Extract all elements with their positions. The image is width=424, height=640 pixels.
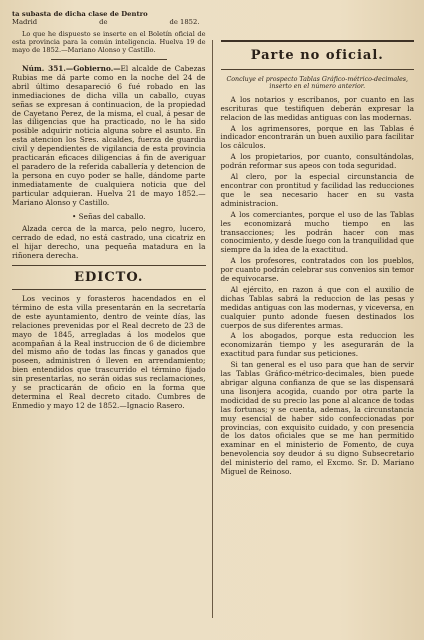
prospecto-paragraph: A los comerciantes, porque el uso de las Tablas les economizará mucho tiempo en las transacciones; les podrán hacer con mas conocimiento, y desde luego con la tranquilidad que siempre da la idea de la exactitud. xyxy=(220,209,414,255)
edicto-paragraph: Los vecinos y forasteros hacendados en el término de esta villa presentarán en la secretaría de este ayuntamiento, dentro de veinte días, las relaciones prevenidas por el Real decreto de 23 de mayo de 1845, arregladas á los modelos que acompañan á la Real instruccion de 6 de diciembre del mismo año de todas las fincas y ganados que poseen, administren ó lleven en arrendamiento; bien entendidos que trascurrido el término fijado sin presentarlas, no serán oidas sus reclamaciones, y se practicarán de oficio en la forma que determina el Real decreto citado. Cumbres de Enmedio y mayo 12 de 1852.—Ignacio Rasero. xyxy=(12,294,206,410)
prospecto-paragraph: A los profesores, contratados con los pueblos, por cuanto podrán celebrar sus convenios sin temor de equivocarse. xyxy=(220,256,414,284)
senas-paragraph: Alzada cerca de la marca, pelo negro, lucero, cerrado de edad, no está castrado, una cicatriz en el hijar derecho, una pequeña matadura en la riñonera derecha. xyxy=(12,224,206,261)
divider xyxy=(51,59,167,60)
prospecto-paragraph: A los agrimensores, porque en las Tablas é indicador encontrarán un buen auxilio para facilitar los cálculos. xyxy=(220,123,414,151)
prospecto-paragraphs xyxy=(221,96,415,477)
prospecto-paragraph: Al clero, por la especial circunstancia de encontrar con prontitud y facilidad las reducciones que le sea necesario hacer en su vasta administracion. xyxy=(220,172,414,208)
right-heading-rule xyxy=(221,69,415,70)
two-column-layout xyxy=(12,10,414,632)
top-date-place: Madrid xyxy=(12,18,38,26)
edicto-heading-box xyxy=(12,265,206,290)
top-continuation-line: ta subasta de dicha clase de Dentro xyxy=(12,10,148,18)
prospecto-paragraph: A los propietarios, por cuanto, consultándolas, podrán reformar sus apeos con toda seguridad. xyxy=(220,152,414,171)
gobierno-paragraph xyxy=(12,65,206,208)
prospecto-intro: Concluye el prospecto Tablas Gráfico-métrico-decimales, inserto en el número anterior. xyxy=(226,76,409,91)
top-date-year: de 1852. xyxy=(169,18,200,26)
senas-title: • Señas del caballo. xyxy=(72,211,146,221)
prospecto-paragraph: A los abogados, porque esta reduccion les economizarán tiempo y les asegurarán de la exactitud para fundar sus peticiones. xyxy=(220,331,414,359)
prospecto-paragraph: Si tan general es el uso para que han de servir las Tablas Gráfico-métrico-decimales, bien puede abrigar alguna confianza de que se las dispensará una lisonjera acogida, cuando por otra parte la modicidad de su precio las pone al alcance de todas las fortunas; y se cuenta, ademas, la circunstancia muy esencial de haber sido confeccionadas por provincias, con exquisito cuidado, y con presencia de los datos oficiales que se me han permitido examinar en el ministerio de Fomento, de cuya benevolencia soy deudor á su digno Subsecretario del ministerio del ramo, el Excmo. Sr. D. Mariano Miguel de Reinoso. xyxy=(220,360,414,477)
prospecto-paragraph: A los notarios y escribanos, por cuanto en las escrituras que testifiquen deberán expresar la relacion de las medidas antiguas con las modernas. xyxy=(220,94,414,122)
prospecto-paragraph: Al ejército, en razon á que con el auxilio de dichas Tablas sabrá la reduccion de las pesas y medidas antiguas con las modernas, y viceversa, en cualquier punto adonde fuesen destinados los cuerpos de sus diferentes armas. xyxy=(220,284,414,330)
top-date-line xyxy=(12,18,206,26)
intro-paragraph: Lo que he dispuesto se inserte en el Boletín oficial de esta provincia para la común inteligencia. Huelva 19 de mayo de 1852.—Mariano Alonso y Castillo. xyxy=(12,30,206,54)
gobierno-text: El alcalde de Cabezas Rubias me dá parte como en la noche del 24 de abril último desapareció 6 fué robado en las inmediaciones de dicha villa un caballo, cuyas señas se expresan á continuacion, de la propiedad de Cayetano Perez, de la misma, el cual, á pesar de las diligencias que ha practicado, no le ha sido posible adquirir noticia alguna sobre el asunto. En esta atencion los Sres. alcaldes, fuerza de guardia civil y dependientes de vigilancia de esta provincia practicarán eficaces diligencias á fin de averiguar el paradero de la referida caballería y detencion de la persona en cuyo poder se halle, dándome parte inmediatamente de cualquiera noticia que del particular adquieran. Huelva 21 de mayo 1852.—Mariano Alonso y Castillo. xyxy=(12,64,206,207)
gobierno-number: Núm. 351.—Gobierno.— xyxy=(22,64,121,73)
right-column xyxy=(213,10,415,632)
left-column xyxy=(12,10,212,632)
edicto-heading: EDICTO. xyxy=(74,270,144,286)
parte-no-oficial-heading: Parte no oficial. xyxy=(250,48,384,63)
top-date-de: de xyxy=(99,18,108,26)
right-top-rule xyxy=(221,40,415,42)
